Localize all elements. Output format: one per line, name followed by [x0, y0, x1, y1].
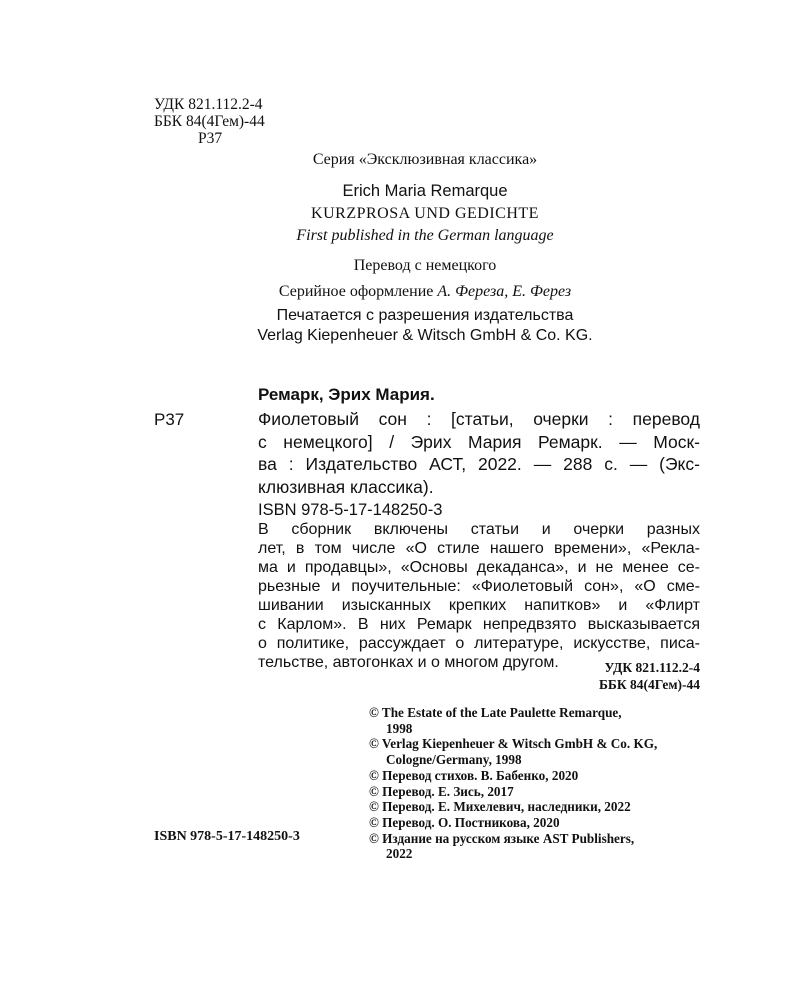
copyright-line: © Verlag Kiepenheuer & Witsch GmbH & Co. KG, [369, 736, 658, 752]
annotation-line: В сборник включены статьи и очерки разных [258, 521, 700, 538]
copyright-line: © Перевод стихов. В. Бабенко, 2020 [369, 767, 579, 783]
annotation-line: о политике, рассуждает о литературе, искусстве, писа- [258, 635, 700, 652]
design-credit [150, 283, 700, 301]
bibliographic-description [258, 408, 700, 498]
permission-line-1: Печатается с разрешения издательства [276, 307, 574, 324]
annotation-line: лет, в том числе «О стиле нашего времени», «Рекла- [258, 540, 700, 557]
copyright-block [369, 705, 709, 862]
classification-codes [154, 96, 265, 147]
copyright-line: 1998 [386, 720, 413, 736]
annotation-line: тельстве, автогонках и о многом другом. [258, 654, 559, 671]
annotation-udk: УДК 821.112.2-4 [604, 660, 700, 675]
design-label: Серийное оформление [278, 283, 438, 300]
annotation-line: рьезные и поучительные: «Фиолетовый сон», «О сме- [258, 578, 700, 595]
translation-note: Перевод с немецкого [353, 257, 497, 274]
copyright-line: © Перевод. О. Постникова, 2020 [369, 814, 560, 830]
first-published-note: First published in the German language [296, 227, 554, 244]
udk-code: УДК 821.112.2-4 [154, 96, 263, 113]
copyright-line: Cologne/Germany, 1998 [386, 752, 522, 768]
copyright-line: © Перевод. Е. Зись, 2017 [369, 783, 514, 799]
design-names: А. Фереза, Е. Ферез [437, 283, 572, 300]
copyright-line: © The Estate of the Late Paulette Remarque, [369, 705, 622, 720]
bbk-code: ББК 84(4Гем)-44 [154, 113, 265, 130]
isbn-bottom: ISBN 978-5-17-148250-3 [154, 829, 300, 844]
original-author: Erich Maria Remarque [342, 182, 508, 200]
author-sign: Р37 [198, 130, 223, 147]
annotation-codes [540, 659, 700, 693]
original-title: KURZPROSA UND GEDICHTE [311, 205, 539, 222]
description-line: ва : Издательство АСТ, 2022. — 288 с. — (Экс- [258, 454, 700, 474]
description-line: клюзивная классика). [258, 476, 434, 497]
annotation [258, 520, 700, 672]
copyright-line: © Перевод. Е. Михелевич, наследники, 2022 [369, 799, 631, 815]
copyright-line: 2022 [386, 846, 413, 862]
copyright-line: © Издание на русском языке AST Publishers, [369, 830, 635, 846]
annotation-line: шивании изысканных крепких напитков» и «Флирт [258, 597, 700, 614]
description-line: с немецкого] / Эрих Мария Ремарк. — Моск- [258, 431, 700, 452]
series-line: Серия «Эксклюзивная классика» [312, 151, 538, 168]
bibliographic-author: Ремарк, Эрих Мария. [258, 385, 435, 404]
permission-line-2: Verlag Kiepenheuer & Witsch GmbH & Co. KG. [257, 327, 593, 344]
annotation-bbk: ББК 84(4Гем)-44 [599, 677, 700, 692]
annotation-line: ма и продавцы», «Основы декаданса», и не менее се- [258, 559, 700, 576]
bibliographic-sign: Р37 [154, 410, 185, 429]
description-line: Фиолетовый сон : [статьи, очерки : перевод [258, 409, 700, 429]
annotation-line: с Карлом». В них Ремарк непредвзято высказывается [258, 616, 700, 633]
bibliographic-isbn: ISBN 978-5-17-148250-3 [258, 501, 443, 519]
